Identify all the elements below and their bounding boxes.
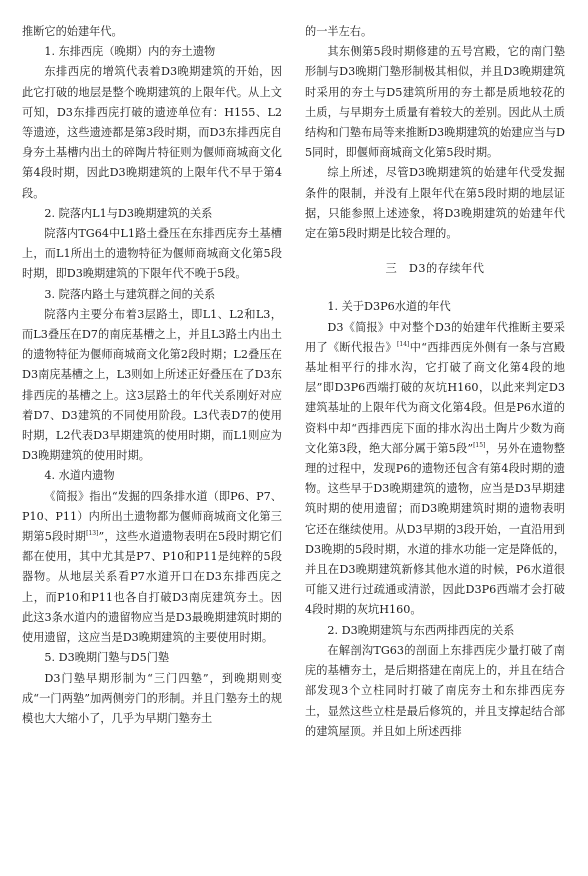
- citation-marker: [13]: [86, 530, 99, 538]
- citation-marker: [14]: [397, 340, 410, 348]
- paragraph: 推断它的始建年代。: [22, 25, 123, 38]
- subheading: 1. 关于D3P6水道的年代: [327, 300, 451, 314]
- subheading: 1. 东排西庑（晚期）内的夯土遗物: [44, 45, 216, 59]
- text-run: D3《简报》中对整个D3的始建年代推断主要采用了《断代报告》: [305, 320, 565, 354]
- subheading: 5. D3晚期门塾与D5门塾: [44, 651, 170, 665]
- citation-marker: [15]: [473, 441, 486, 449]
- paragraph: 在解剖沟TG63的剖面上东排西庑少量打破了南庑的基槽夯土，是后期搭建在南庑上的，并且在结合部发现3个立柱同时打破了南庑夯土和东排西庑夯土，显然这些立柱是最后修筑的，并且支撑起结合部的建筑屋顶。并且如上所述西排: [305, 643, 565, 738]
- text-run: ，另外在遗物整理的过程中，发现P6的遗物还包含有第4段时期的遗物。这些早于D3晚期建筑的遗物，应当是D3早期建筑时期的使用遗留；而D3晚期建筑时期的遗物表明它还在继续使用。从D3早期的3段开始，一直沿用到D3晚期的5段时期，水道的排水功能一定是降低的，并且在D3晚期建筑新修其他水道的时候，P6水道很可能又进行过疏通或清淤，因此D3P6西端才会打破4段时期的灰坑H160。: [305, 441, 565, 617]
- paragraph: 院落内主要分布着3层路土，即L1、L2和L3，而L3叠压在D7的南庑基槽之上，并且L3路土内出土的遗物特征为偃师商城商文化第2段时期；L2叠压在D3南庑基槽之上，L3则如上所述正好叠压在了D3东排西庑的基槽之上。这3层路土的年代关系刚好对应着D7、D3建筑的不同使用阶段。L3代表D7的使用时期，L2代表D3早期建筑的使用时期，而L1则应为D3晚期建筑的使用时期。: [22, 307, 282, 463]
- paragraph: D3门塾早期形制为“三门四塾”，到晚期则变成“一门两塾”加两侧旁门的形制。并且门塾夯土的规模也大大缩小了，几乎为早期门塾夯土: [22, 671, 282, 725]
- subheading: 2. D3晚期建筑与东西两排西庑的关系: [327, 623, 515, 637]
- paragraph: 院落内TG64中L1路土叠压在东排西庑夯土基槽上，而L1所出土的遗物特征为偃师商城商文化第5段时期，即D3晚期建筑的下限年代不晚于5段。: [22, 227, 282, 281]
- subheading: 3. 院落内路土与建筑群之间的关系: [44, 287, 216, 301]
- text-run: 《简报》指出“发掘的四条排水道（即P6、P7、P10、P11）内所出土遗物都为偃师商城商文化第三期第5段时期: [22, 489, 282, 544]
- text-run: 中“西排西庑外侧有一条与宫殿基址相平行的排水沟，它打破了商文化第4段的地层”即D3P6西端打破的灰坑H160，以此来判定D3建筑基址的上限年代为商文化第4段。但是P6水道的资料中却“西排西庑下面的排水沟出土陶片少数为商文化第3段，绝大部分属于第5段”: [305, 340, 565, 455]
- text-run: ”，这些水道遗物表明在5段时期它们都在使用，其中尤其是P7、P10和P11是纯粹的5段器物。从地层关系看P7水道开口在D3东排西庑之上，而P10和P11也各自打破D3南庑建筑夯土。因此这3条水道内的遗留物应当是D3最晚期建筑时期的使用遗留，这应当是D3晚期建筑的主要使用时期。: [22, 530, 282, 645]
- paragraph: 的一半左右。: [305, 25, 373, 38]
- section-heading: 三 D3的存续年代: [385, 262, 485, 276]
- subheading: 4. 水道内遗物: [44, 469, 115, 483]
- subheading: 2. 院落内L1与D3晚期建筑的关系: [44, 206, 213, 220]
- left-column: [22, 22, 282, 729]
- paragraph: 其东侧第5段时期修建的五号宫殿，它的南门塾形制与D3晚期门塾形制极其相似，并且D3晚期建筑时采用的夯土与D5建筑所用的夯土都是质地较花的土质，与早期夯土质量有着较大的差别。因此从土质结构和门塾布局等来推断D3晚期建筑的始建应当与D5同时，即偃师商城商文化第5段时期。: [305, 45, 565, 160]
- right-column: [305, 22, 565, 742]
- paragraph: 综上所述，尽管D3晚期建筑的始建年代受发掘条件的限制，并没有上限年代在第5段时期的地层证据，只能参照上述迹象，将D3晚期建筑的始建年代定在第5段时期是比较合理的。: [305, 166, 565, 241]
- paragraph: 东排西庑的增筑代表着D3晚期建筑的开始，因此它打破的地层是整个晚期建筑的上限年代。从上文可知，D3东排西庑打破的遗迹单位有：H155、L2等遗迹，这些遗迹都是第3段时期，而D3东排西庑自身夯土基槽内出土的碎陶片特征则为偃师商城商文化第4段时期，因此D3晚期建筑的上限年代不早于第4段。: [22, 65, 282, 200]
- paragraph: [22, 487, 282, 649]
- paragraph: [305, 318, 565, 621]
